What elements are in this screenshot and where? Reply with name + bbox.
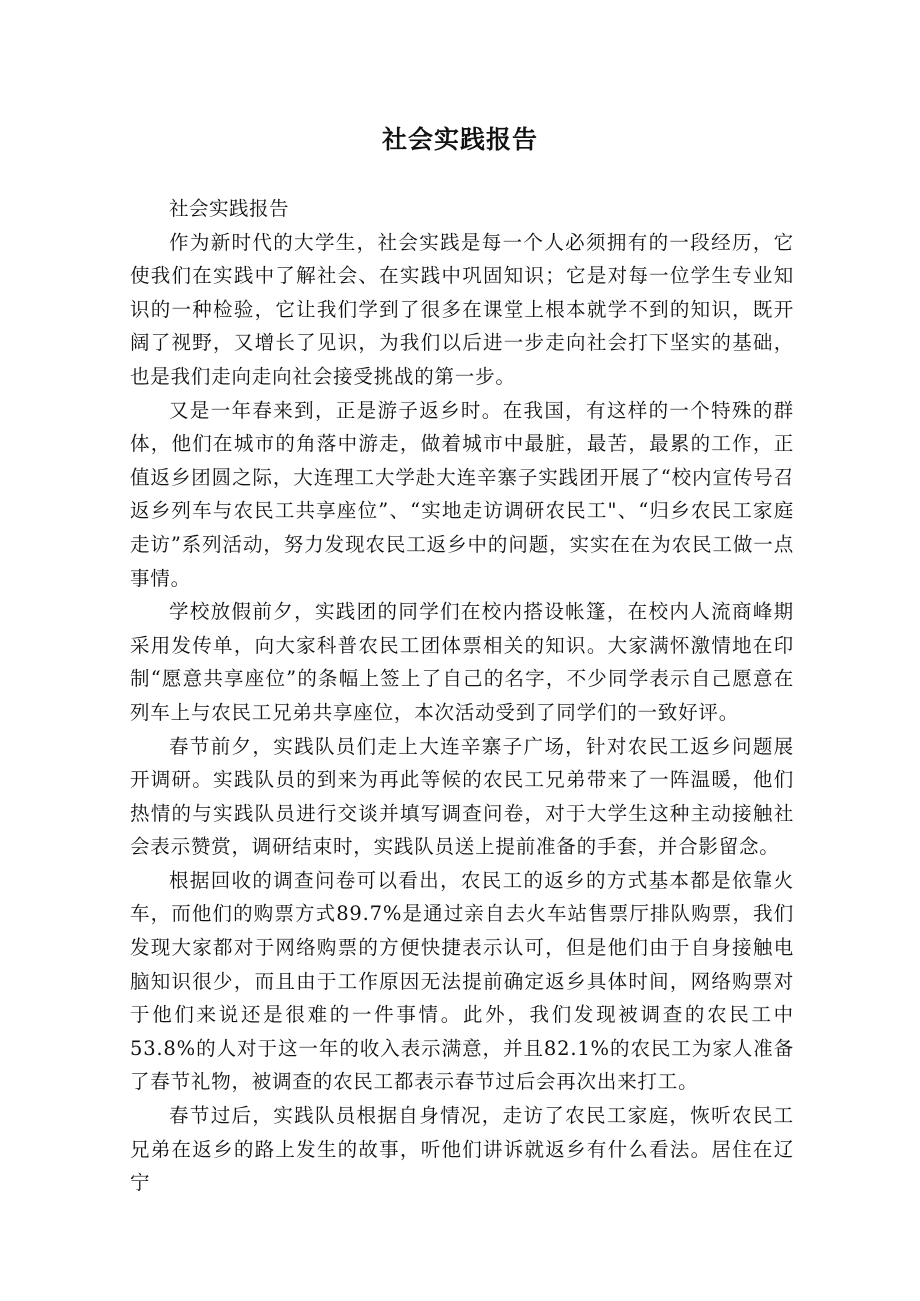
paragraph-subtitle: 社会实践报告 (169, 197, 290, 220)
paragraph-home-visits: 春节过后，实践队员根据自身情况，走访了农民工家庭，恢听农民工兄弟在返乡的路上发生的故事，听他们讲诉就返乡有什么看法。居住在辽宁 (130, 1104, 794, 1195)
document-body (130, 192, 794, 1200)
document-title: 社会实践报告 (381, 125, 538, 154)
paragraph-intro: 作为新时代的大学生，社会实践是每一个人必须拥有的一段经历，它使我们在实践中了解社会、在实践中巩固知识；它是对每一位学生专业知识的一种检验，它让我们学到了很多在课堂上根本就学不到的知识，既开阔了视野，又增长了见识，为我们以后进一步走向社会打下坚实的基础，也是我们走向走向社会接受挑战的第一步。 (130, 230, 794, 388)
paragraph-survey-results: 根据回收的调查问卷可以看出，农民工的返乡的方式基本都是依靠火车，而他们的购票方式89.7%是通过亲自去火车站售票厅排队购票，我们发现大家都对于网络购票的方便快捷表示认可，但是他们由于自身接触电脑知识很少，而且由于工作原因无法提前确定返乡具体时间，网络购票对于他们来说还是很难的一件事情。此外，我们发现被调查的农民工中53.8%的人对于这一年的收入表示满意，并且82.1%的农民工为家人准备了春节礼物，被调查的农民工都表示春节过后会再次出来打工。 (130, 868, 794, 1094)
paragraph-spring-festival: 又是一年春来到，正是游子返乡时。在我国，有这样的一个特殊的群体，他们在城市的角落中游走，做着城市中最脏，最苦，最累的工作，正值返乡团圆之际，大连理工大学赴大连辛寨子实践团开展了“校内宣传号召返乡列车与农民工共享座位”、“实地走访调研农民工"、“归乡农民工家庭走访”系列活动，努力发现农民工返乡中的问题，实实在在为农民工做一点事情。 (130, 398, 794, 590)
paragraph-campus-activity: 学校放假前夕，实践团的同学们在校内搭设帐篷，在校内人流商峰期采用发传单，向大家科普农民工团体票相关的知识。大家满怀激情地在印制“愿意共享座位”的条幅上签上了自己的名字，不少同学表示自己愿意在列车上与农民工兄弟共享座位，本次活动受到了同学们的一致好评。 (130, 600, 794, 724)
paragraph-field-research: 春节前夕，实践队员们走上大连辛寨子广场，针对农民工返乡问题展开调研。实践队员的到来为再此等候的农民工兄弟带来了一阵温暖，他们热情的与实践队员进行交谈并填写调查问卷，对于大学生这种主动接触社会表示赞赏，调研结束时，实践队员送上提前准备的手套，并合影留念。 (130, 734, 794, 859)
